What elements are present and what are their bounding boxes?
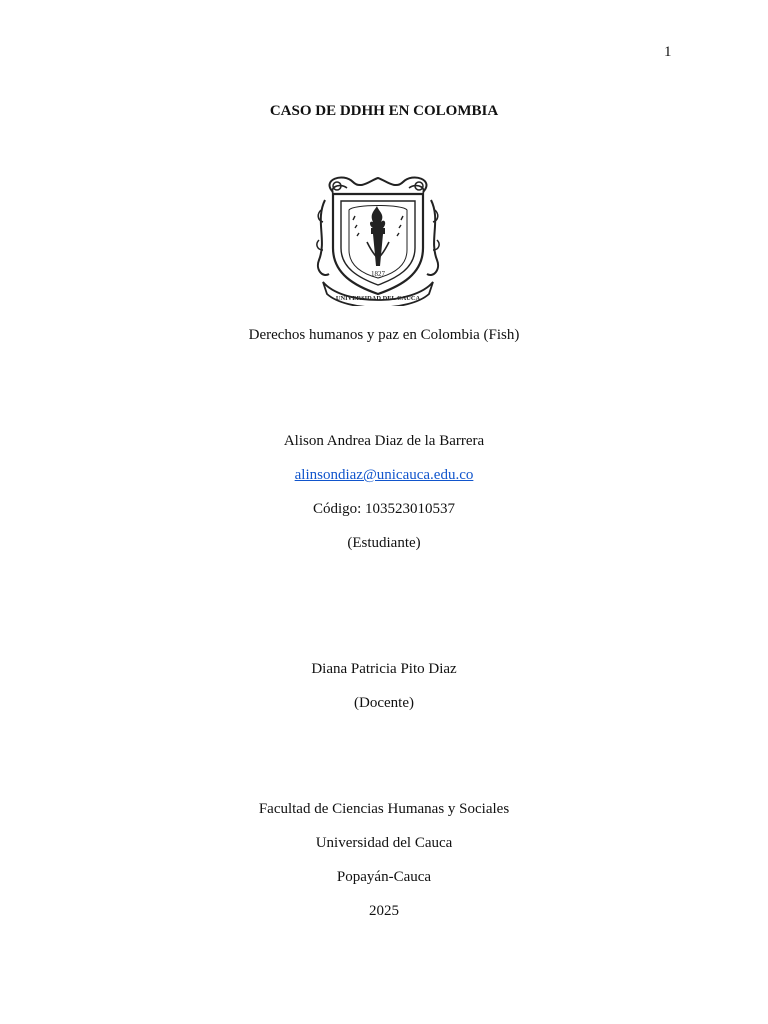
page-number: 1 — [664, 44, 672, 60]
student-role: (Estudiante) — [347, 535, 421, 551]
city-name: Popayán-Cauca — [336, 869, 432, 885]
document-title: CASO DE DDHH EN COLOMBIA — [269, 103, 499, 119]
teacher-role: (Docente) — [354, 695, 414, 711]
student-email-link[interactable]: alinsondiaz@unicauca.edu.co — [294, 467, 474, 483]
university-seal-logo — [313, 170, 443, 306]
university-name: Universidad del Cauca — [315, 835, 453, 851]
document-subtitle: Derechos humanos y paz en Colombia (Fish) — [248, 327, 520, 343]
student-email-line — [0, 466, 768, 484]
faculty-name: Facultad de Ciencias Humanas y Sociales — [258, 801, 510, 817]
seal-year: 1827 — [371, 270, 385, 278]
student-code: Código: 103523010537 — [312, 501, 456, 517]
student-name: Alison Andrea Diaz de la Barrera — [283, 433, 485, 449]
teacher-name: Diana Patricia Pito Diaz — [311, 661, 457, 677]
document-year: 2025 — [369, 903, 399, 919]
seal-banner-text: UNIVERSIDAD DEL CAUCA — [335, 295, 421, 302]
